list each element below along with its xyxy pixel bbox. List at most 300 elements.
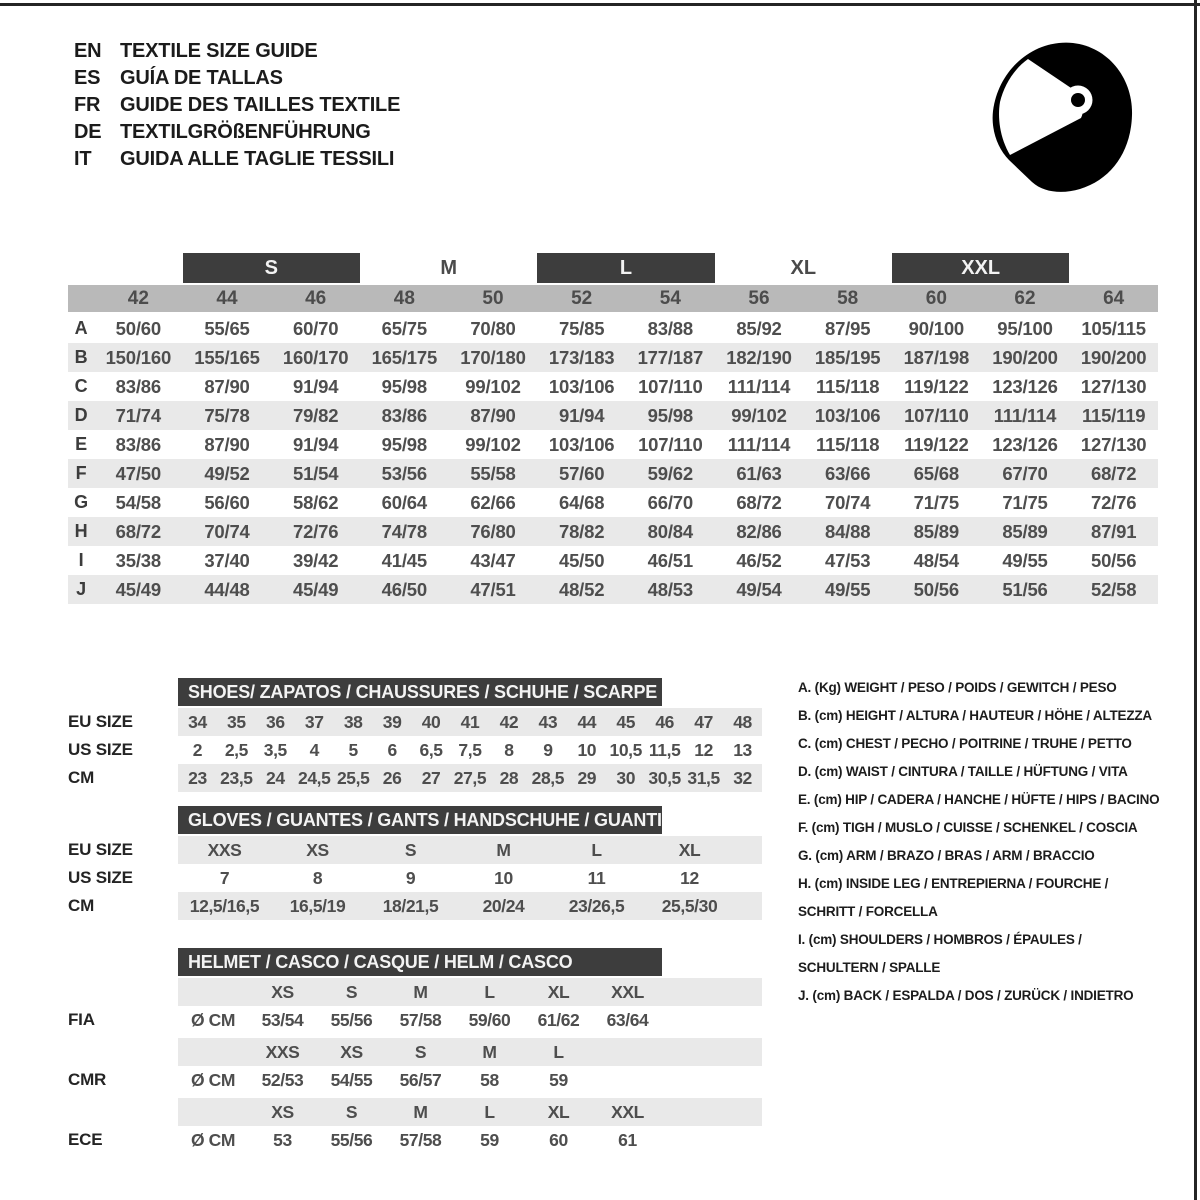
measurement-value: 91/94 <box>559 404 605 426</box>
standard-label: ECE <box>68 1130 103 1149</box>
measurement-value: 72/76 <box>293 520 339 542</box>
measurement-value: 87/90 <box>204 433 250 455</box>
measurement-value: 68/72 <box>736 491 782 513</box>
gloves-section <box>68 806 762 920</box>
size-value: 56/57 <box>399 1069 442 1090</box>
helmet-size-header <box>68 1038 762 1066</box>
size-value: S <box>404 839 417 860</box>
legend-line: C. (cm) CHEST / PECHO / POITRINE / TRUHE / PETTO <box>798 736 1132 751</box>
measurement-value: 58/62 <box>293 491 339 513</box>
size-value: XXS <box>207 839 242 860</box>
row-values <box>178 764 762 792</box>
measurement-value: 190/200 <box>1080 346 1147 368</box>
helmet-value-row <box>68 1066 762 1094</box>
measurement-value: 50/60 <box>115 317 161 339</box>
size-value: 37 <box>304 711 324 732</box>
right-border-line <box>1194 0 1197 1200</box>
legend-item <box>798 926 1200 982</box>
measurement-value: 80/84 <box>647 520 693 542</box>
helmet-value-row <box>68 1006 762 1034</box>
size-value: 25,5/30 <box>661 895 718 916</box>
size-value: 12 <box>680 867 699 888</box>
spacer-cell <box>178 978 248 1006</box>
row-letter: F <box>75 463 87 483</box>
measurement-value: 45/49 <box>293 578 339 600</box>
measurement-value: 48/52 <box>559 578 605 600</box>
helmet-rows <box>68 978 762 1154</box>
measurement-value: 87/90 <box>204 375 250 397</box>
legend-item <box>798 702 1200 730</box>
row-values <box>178 708 762 736</box>
measurement-value: 60/70 <box>293 317 339 339</box>
measurement-value: 115/119 <box>1081 404 1146 426</box>
measurement-value: 49/54 <box>736 578 782 600</box>
row-label <box>68 978 178 1006</box>
size-value: 12 <box>694 739 713 760</box>
size-label: M <box>413 981 428 1002</box>
legend-item <box>798 730 1200 758</box>
size-label: XS <box>271 1101 294 1122</box>
measurement-value: 66/70 <box>647 491 693 513</box>
spacer-cell <box>178 1038 248 1066</box>
numeric-size: 52 <box>571 287 593 309</box>
size-value: 57/58 <box>399 1129 442 1150</box>
measurement-row <box>68 575 1158 604</box>
measurement-value: 75/85 <box>559 317 605 339</box>
spacer-cell <box>178 1098 248 1126</box>
numeric-size: 58 <box>837 287 859 309</box>
measurement-value: 55/58 <box>470 462 516 484</box>
measurement-value: 72/76 <box>1091 491 1137 513</box>
measurement-value: 59/62 <box>647 462 693 484</box>
measurement-value: 173/183 <box>548 346 615 368</box>
size-value: 28,5 <box>531 767 565 788</box>
measurement-value: 56/60 <box>204 491 250 513</box>
measurement-value: 111/114 <box>727 375 791 397</box>
measurement-value: 65/68 <box>913 462 959 484</box>
legend-item <box>798 982 1200 1010</box>
size-value: 6,5 <box>419 739 443 760</box>
size-row <box>68 892 762 920</box>
size-value: 28 <box>499 767 519 788</box>
size-value: 43 <box>538 711 558 732</box>
measurement-value: 64/68 <box>559 491 605 513</box>
size-label: L <box>553 1041 564 1062</box>
size-value: 16,5/19 <box>289 895 346 916</box>
measurement-value: 68/72 <box>1091 462 1137 484</box>
size-value: 41 <box>460 711 480 732</box>
top-border-line <box>0 3 1200 6</box>
measurement-value: 49/55 <box>825 578 871 600</box>
diameter-unit: Ø CM <box>190 1009 236 1030</box>
legend-line: H. (cm) INSIDE LEG / ENTREPIERNA / FOURCHE / <box>798 876 1109 891</box>
numeric-size: 56 <box>748 287 770 309</box>
measurement-value: 85/89 <box>1002 520 1048 542</box>
measurement-value: 95/98 <box>647 404 693 426</box>
size-value: 8 <box>504 739 514 760</box>
size-value: L <box>591 839 602 860</box>
measurement-value: 177/187 <box>637 346 704 368</box>
measurement-value: 50/56 <box>1091 549 1137 571</box>
size-value: 59 <box>549 1069 568 1090</box>
language-row <box>74 92 400 119</box>
numeric-size: 44 <box>216 287 238 309</box>
row-letter: H <box>74 521 88 541</box>
legend-line: G. (cm) ARM / BRAZO / BRAS / ARM / BRACCIO <box>798 848 1095 863</box>
shoes-section <box>68 678 762 792</box>
size-value: 4 <box>309 739 319 760</box>
size-value: 7 <box>219 867 230 888</box>
row-label: US SIZE <box>68 868 133 887</box>
size-value: 38 <box>343 711 363 732</box>
legend-item <box>798 674 1200 702</box>
measurement-value: 103/106 <box>814 404 881 426</box>
size-value: 42 <box>499 711 519 732</box>
numeric-size: 46 <box>305 287 327 309</box>
language-row <box>74 146 400 173</box>
legend-line: A. (Kg) WEIGHT / PESO / POIDS / GEWITCH / PESO <box>798 680 1117 695</box>
size-value: 8 <box>312 867 323 888</box>
legend-line: J. (cm) BACK / ESPALDA / DOS / ZURÜCK / INDIETRO <box>798 988 1134 1003</box>
size-value: 63/64 <box>606 1009 649 1030</box>
measurement-value: 83/86 <box>381 404 427 426</box>
language-row <box>74 65 400 92</box>
numeric-size: 48 <box>393 287 415 309</box>
measurement-value: 61/63 <box>736 462 782 484</box>
size-label: M <box>413 1101 428 1122</box>
size-value: 7,5 <box>458 739 482 760</box>
size-value: 59 <box>480 1129 499 1150</box>
size-label: XXS <box>265 1041 300 1062</box>
measurement-value: 105/115 <box>1081 317 1146 339</box>
legend-item <box>798 870 1200 926</box>
measurement-value: 85/89 <box>913 520 959 542</box>
measurement-row <box>68 459 1158 488</box>
measurement-value: 74/78 <box>381 520 427 542</box>
row-label <box>68 1038 178 1066</box>
measurement-value: 47/53 <box>825 549 871 571</box>
measurement-value: 90/100 <box>908 317 965 339</box>
measurement-row <box>68 314 1158 343</box>
row-values <box>178 836 762 864</box>
measurement-value: 165/175 <box>371 346 438 368</box>
measurement-value: 63/66 <box>825 462 871 484</box>
measurement-row <box>68 546 1158 575</box>
measurement-value: 35/38 <box>115 549 161 571</box>
measurement-value: 49/52 <box>204 462 250 484</box>
measurement-value: 78/82 <box>559 520 605 542</box>
row-label: US SIZE <box>68 740 133 759</box>
size-table-body <box>68 314 1158 604</box>
size-value: 6 <box>387 739 397 760</box>
helmet-section <box>68 948 762 1158</box>
helmet-title-bar: HELMET / CASCO / CASQUE / HELM / CASCO <box>178 948 662 976</box>
measurement-value: 49/55 <box>1002 549 1048 571</box>
legend-line: B. (cm) HEIGHT / ALTURA / HAUTEUR / HÖHE / ALTEZZA <box>798 708 1152 723</box>
measurement-value: 91/94 <box>293 433 339 455</box>
measurement-value: 83/86 <box>115 375 161 397</box>
measurement-value: 68/72 <box>115 520 161 542</box>
measurement-value: 103/106 <box>548 433 615 455</box>
language-code: DE <box>74 121 102 143</box>
measurement-value: 99/102 <box>465 433 521 455</box>
row-label: EU SIZE <box>68 712 133 731</box>
gloves-title-bar: GLOVES / GUANTES / GANTS / HANDSCHUHE / GUANTI <box>178 806 662 834</box>
size-label: XXL <box>611 981 644 1002</box>
diameter-unit: Ø CM <box>190 1129 236 1150</box>
measurement-value: 111/114 <box>993 404 1057 426</box>
measurement-value: 107/110 <box>904 404 969 426</box>
row-letter: J <box>76 579 86 599</box>
measurement-row <box>68 488 1158 517</box>
language-title: TEXTILGRÖßENFÜHRUNG <box>120 121 371 143</box>
size-value: XL <box>678 839 701 860</box>
size-label: XS <box>271 981 294 1002</box>
corner-cell <box>68 285 94 312</box>
row-label: CM <box>68 896 95 915</box>
row-letter: B <box>74 347 88 367</box>
measurement-value: 60/64 <box>381 491 427 513</box>
row-values <box>178 864 762 892</box>
size-value: 55/56 <box>330 1009 373 1030</box>
measurement-value: 45/49 <box>115 578 161 600</box>
size-value: 27 <box>421 767 441 788</box>
size-value: 44 <box>577 711 597 732</box>
measurement-value: 87/91 <box>1091 520 1137 542</box>
measurement-value: 95/100 <box>997 317 1053 339</box>
measurement-value: 46/51 <box>647 549 693 571</box>
measurement-value: 87/95 <box>825 317 871 339</box>
measurement-value: 39/42 <box>293 549 339 571</box>
measurement-value: 44/48 <box>204 578 250 600</box>
row-letter: C <box>74 376 88 396</box>
measurement-value: 185/195 <box>814 346 881 368</box>
size-value: 25,5 <box>336 767 370 788</box>
helmet-icon <box>980 38 1140 200</box>
row-values <box>178 892 762 920</box>
measurement-value: 107/110 <box>638 433 703 455</box>
measurement-value: 187/198 <box>903 346 970 368</box>
size-row <box>68 708 762 736</box>
measurement-value: 127/130 <box>1080 375 1147 397</box>
size-value: 5 <box>348 739 358 760</box>
measurement-value: 103/106 <box>548 375 615 397</box>
size-row <box>68 864 762 892</box>
size-label: XL <box>547 1101 570 1122</box>
size-value: 34 <box>188 711 207 732</box>
size-value: 27,5 <box>453 767 487 788</box>
size-value: 2,5 <box>224 739 248 760</box>
measurement-value: 79/82 <box>293 404 339 426</box>
measurement-value: 75/78 <box>204 404 250 426</box>
measurement-value: 82/86 <box>736 520 782 542</box>
measurement-row <box>68 343 1158 372</box>
size-group-label: XL <box>790 256 817 279</box>
legend-item <box>798 842 1200 870</box>
measurement-row <box>68 430 1158 459</box>
size-value: 45 <box>616 711 636 732</box>
size-label: S <box>345 1101 358 1122</box>
measurement-value: 95/98 <box>381 375 427 397</box>
row-letter: D <box>74 405 88 425</box>
measurement-value: 43/47 <box>470 549 516 571</box>
size-value: 24,5 <box>298 767 331 788</box>
language-title: GUIDE DES TAILLES TEXTILE <box>120 94 401 116</box>
numeric-size: 60 <box>925 287 947 309</box>
size-value: 39 <box>382 711 402 732</box>
legend-line: E. (cm) HIP / CADERA / HANCHE / HÜFTE / HIPS / BACINO <box>798 792 1160 807</box>
language-code: EN <box>74 40 102 62</box>
size-label: XL <box>547 981 570 1002</box>
shoes-rows <box>68 708 762 792</box>
size-value: 13 <box>733 739 752 760</box>
language-code: ES <box>74 67 101 89</box>
measurement-value: 107/110 <box>638 375 703 397</box>
measurement-value: 71/74 <box>115 404 161 426</box>
size-row <box>68 764 762 792</box>
size-value: 47 <box>694 711 713 732</box>
measurement-value: 52/58 <box>1091 578 1137 600</box>
measurement-value: 47/51 <box>470 578 516 600</box>
language-row <box>74 119 400 146</box>
size-value: 57/58 <box>399 1009 442 1030</box>
measurement-value: 115/118 <box>815 433 880 455</box>
legend-item <box>798 814 1200 842</box>
size-group-label: S <box>183 253 360 283</box>
language-title: GUÍA DE TALLAS <box>120 67 283 89</box>
measurement-row <box>68 372 1158 401</box>
measurement-value: 95/98 <box>381 433 427 455</box>
measurement-value: 70/74 <box>204 520 250 542</box>
size-value: 9 <box>405 867 416 888</box>
standard-label: CMR <box>68 1070 107 1089</box>
size-value: 9 <box>543 739 553 760</box>
measurement-value: 37/40 <box>204 549 250 571</box>
row-label: CM <box>68 768 95 787</box>
size-value: 20/24 <box>482 895 525 916</box>
measurement-value: 84/88 <box>825 520 871 542</box>
size-row <box>68 836 762 864</box>
measurement-value: 123/126 <box>992 433 1058 455</box>
size-value: 59/60 <box>468 1009 511 1030</box>
measurement-value: 48/54 <box>913 549 959 571</box>
size-value: 26 <box>382 767 402 788</box>
size-value: 52/53 <box>261 1069 304 1090</box>
measurement-value: 46/50 <box>381 578 427 600</box>
measurement-row <box>68 401 1158 430</box>
size-value: 10,5 <box>609 739 642 760</box>
measurement-value: 190/200 <box>992 346 1058 368</box>
row-letter: E <box>75 434 87 454</box>
measurement-value: 45/50 <box>559 549 605 571</box>
measurement-value: 71/75 <box>913 491 959 513</box>
size-label: S <box>345 981 358 1002</box>
numeric-size: 50 <box>482 287 504 309</box>
size-value: 31,5 <box>687 767 720 788</box>
helmet-size-labels <box>178 1098 762 1126</box>
legend-line: I. (cm) SHOULDERS / HOMBROS / ÉPAULES / <box>798 932 1082 947</box>
size-value: 2 <box>192 739 203 760</box>
measurement-row <box>68 517 1158 546</box>
measurement-value: 50/56 <box>913 578 959 600</box>
size-group-label: L <box>537 253 714 283</box>
row-letter: I <box>78 550 84 570</box>
language-row <box>74 38 400 65</box>
size-value: 23/26,5 <box>568 895 625 916</box>
measurement-value: 115/118 <box>815 375 880 397</box>
size-label: S <box>414 1041 427 1062</box>
numeric-size-row <box>68 285 1158 312</box>
size-value: 61/62 <box>537 1009 580 1030</box>
size-value: 10 <box>577 739 597 760</box>
measurement-value: 91/94 <box>293 375 339 397</box>
helmet-values <box>178 1006 762 1034</box>
size-value: 55/56 <box>330 1129 373 1150</box>
size-value: 60 <box>549 1129 568 1150</box>
measurement-value: 55/65 <box>204 317 250 339</box>
legend-line: SCHULTERN / SPALLE <box>798 960 941 975</box>
size-value: 18/21,5 <box>382 895 439 916</box>
size-value: 58 <box>480 1069 499 1090</box>
measurement-value: 48/53 <box>647 578 693 600</box>
legend-line: F. (cm) TIGH / MUSLO / CUISSE / SCHENKEL / COSCIA <box>798 820 1138 835</box>
row-letter: A <box>74 318 88 338</box>
gloves-rows <box>68 836 762 920</box>
helmet-size-header <box>68 978 762 1006</box>
size-label: L <box>484 1101 495 1122</box>
legend-line: SCHRITT / FORCELLA <box>798 904 938 919</box>
size-value: 32 <box>733 767 752 788</box>
textile-size-table <box>68 253 1158 604</box>
measurement-value: 70/80 <box>470 317 516 339</box>
language-list <box>74 38 400 173</box>
measurement-value: 46/52 <box>736 549 782 571</box>
legend-item <box>798 786 1200 814</box>
measurement-value: 160/170 <box>282 346 349 368</box>
size-value: 23 <box>188 767 207 788</box>
size-value: 46 <box>655 711 674 732</box>
measurement-value: 51/54 <box>293 462 339 484</box>
measurement-value: 127/130 <box>1080 433 1147 455</box>
numeric-size: 64 <box>1103 287 1125 309</box>
size-value: 36 <box>265 711 285 732</box>
language-code: FR <box>74 94 101 116</box>
numeric-size: 62 <box>1014 287 1036 309</box>
size-value: 53 <box>273 1129 292 1150</box>
size-label: XXL <box>611 1101 644 1122</box>
size-value: 61 <box>618 1129 637 1150</box>
size-value: M <box>496 839 511 860</box>
legend-item <box>798 758 1200 786</box>
measurement-value: 119/122 <box>904 433 969 455</box>
standard-label: FIA <box>68 1010 95 1029</box>
size-label: L <box>484 981 495 1002</box>
numeric-size: 54 <box>659 287 681 309</box>
measurement-value: 119/122 <box>904 375 969 397</box>
size-value: 48 <box>733 711 752 732</box>
size-label: M <box>482 1041 497 1062</box>
legend-line: D. (cm) WAIST / CINTURA / TAILLE / HÜFTUNG / VITA <box>798 764 1128 779</box>
size-value: 53/54 <box>261 1009 304 1030</box>
language-title: GUIDA ALLE TAGLIE TESSILI <box>120 148 395 170</box>
measurement-value: 155/165 <box>194 346 260 368</box>
helmet-size-labels <box>178 978 762 1006</box>
measurement-value: 150/160 <box>105 346 172 368</box>
helmet-size-header <box>68 1098 762 1126</box>
row-letter: G <box>74 492 88 512</box>
language-title: TEXTILE SIZE GUIDE <box>120 40 318 62</box>
size-group-band <box>68 253 1158 283</box>
